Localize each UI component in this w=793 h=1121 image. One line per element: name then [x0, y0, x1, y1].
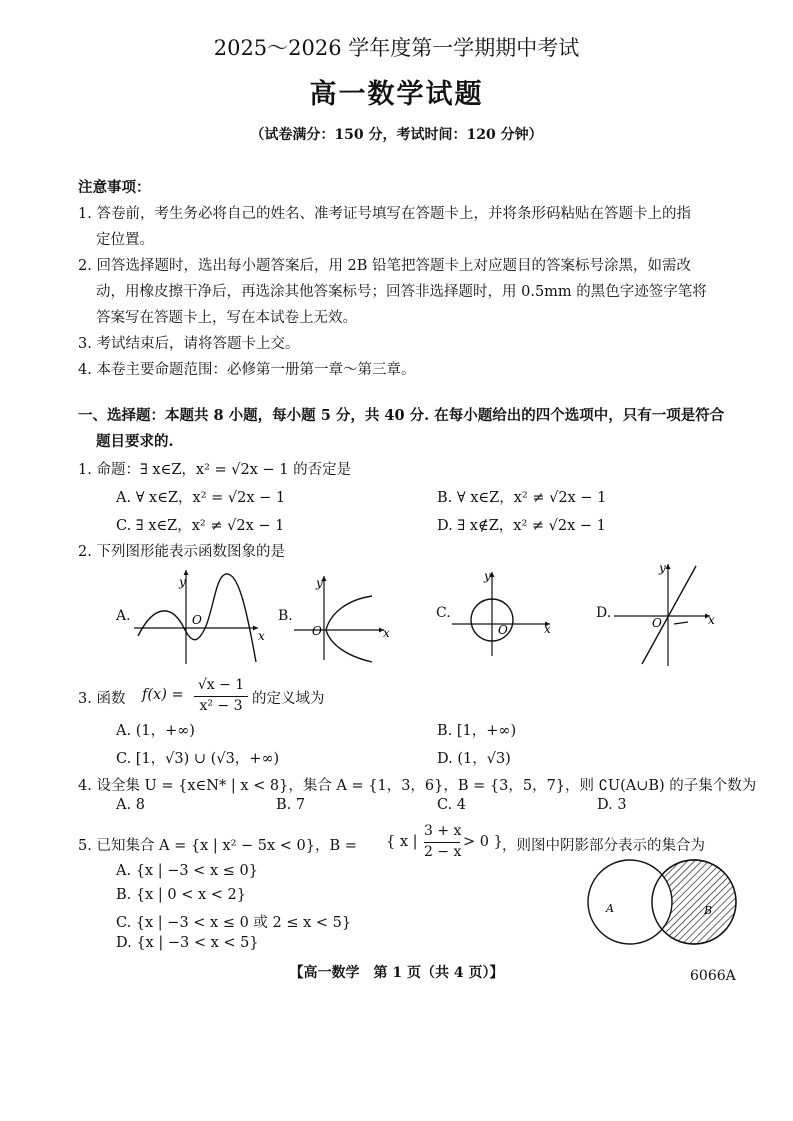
q2-label-d: D. — [596, 605, 612, 621]
q2-label-a: A. — [116, 608, 131, 624]
q4-option-c: C. 4 — [437, 797, 467, 813]
notice-line: 1. 答卷前，考生务必将自己的姓名、准考证号填写在答题卡上，并将条形码粘贴在答题卡上的指 — [78, 206, 691, 222]
notice-line: 4. 本卷主要命题范围：必修第一册第一章～第三章。 — [78, 362, 416, 378]
origin-label: O — [192, 613, 202, 627]
q1-option-d: D. ∃ x∉Z，x² ≠ √2x − 1 — [437, 518, 606, 534]
q5-fraction-bar — [424, 842, 460, 843]
section-heading-cont: 题目要求的. — [96, 433, 174, 450]
q3-denominator: x² − 3 — [199, 698, 243, 714]
q2-label-b: B. — [278, 608, 293, 624]
line-curve — [642, 566, 696, 664]
q3-stem-suffix: 的定义域为 — [252, 691, 325, 707]
q3-option-b: B. [1，+∞) — [437, 723, 517, 739]
x-label: x — [708, 613, 715, 627]
q3-option-a: A. (1，+∞) — [116, 723, 195, 739]
notice-line: 3. 考试结束后，请将答题卡上交。 — [78, 336, 300, 352]
q4-option-b: B. 7 — [276, 797, 306, 813]
q3-option-d: D. (1，√3) — [437, 751, 511, 767]
exam-meta: （试卷满分：150 分，考试时间：120 分钟） — [250, 127, 543, 143]
x-label: x — [258, 629, 265, 643]
question-1-stem: 1. 命题：∃ x∈Z，x² = √2x − 1 的否定是 — [78, 462, 352, 478]
q1-option-c: C. ∃ x∈Z，x² ≠ √2x − 1 — [116, 518, 285, 534]
origin-label: O — [312, 624, 322, 638]
q1-option-b: B. ∀ x∈Z，x² ≠ √2x − 1 — [437, 490, 607, 506]
q5-option-a: A. {x | −3 < x ≤ 0} — [116, 863, 258, 879]
venn-diagram — [584, 858, 744, 948]
section-heading: 一、选择题：本题共 8 小题，每小题 5 分，共 40 分. 在每小题给出的四个选项中，只有一项是符合 — [78, 407, 725, 424]
q3-fraction-bar — [194, 696, 248, 697]
q3-numerator: √x − 1 — [197, 677, 245, 693]
graph-b — [292, 572, 392, 664]
curve — [326, 596, 372, 662]
notice-heading: 注意事项： — [78, 179, 151, 196]
notice-line: 2. 回答选择题时，选出每小题答案后，用 2B 铅笔把答题卡上对应题目的答案标号涂黑，如需改 — [78, 258, 692, 274]
venn-label-a: A — [606, 902, 614, 915]
y-axis-arrow — [666, 564, 671, 569]
question-4-stem: 4. 设全集 U = {x∈N* | x < 8}，集合 A = {1，3，6}，B = {3，5，7}，则 ∁U(A∪B) 的子集个数为 — [78, 778, 757, 794]
q5-stem-suffix: ，则图中阴影部分表示的集合为 — [502, 838, 705, 854]
q3-stem-prefix: 3. 函数 — [78, 691, 126, 707]
notice-line: 定位置。 — [96, 232, 154, 248]
q2-label-c: C. — [436, 605, 451, 621]
x-label: x — [544, 622, 551, 636]
q5-frac-num: 3 + x — [424, 823, 462, 839]
notice-line: 答案写在答题卡上，写在本试卷上无效。 — [96, 310, 357, 326]
graph-d — [612, 560, 722, 670]
q5-frac-rest: > 0 } — [463, 834, 503, 850]
q4-option-d: D. 3 — [597, 797, 627, 813]
graph-c — [452, 568, 556, 658]
origin-label: O — [652, 616, 662, 630]
q3-option-c: C. [1，√3) ∪ (√3，+∞) — [116, 751, 280, 767]
paper-code: 6066A — [690, 968, 736, 984]
q5-option-d: D. {x | −3 < x < 5} — [116, 935, 259, 951]
q5-brace-open: { x | — [386, 834, 418, 850]
y-label: y — [316, 576, 323, 590]
q3-func-name: f(x) = — [142, 687, 184, 703]
x-label: x — [383, 626, 390, 640]
q5-option-c: C. {x | −3 < x ≤ 0 或 2 ≤ x < 5} — [116, 915, 352, 931]
page-footer: 【高一数学 第 1 页（共 4 页）】 — [289, 965, 504, 981]
subject-title: 高一数学试题 — [309, 79, 484, 110]
notice-line: 动，用橡皮擦干净后，再选涂其他答案标号；回答非选择题时，用 0.5mm 的黑色字迹签字笔将 — [96, 284, 707, 300]
y-label: y — [179, 575, 186, 589]
venn-label-b: B — [704, 904, 713, 917]
question-2-stem: 2. 下列图形能表示函数图象的是 — [78, 544, 285, 560]
y-label: y — [484, 569, 491, 583]
origin-label: O — [498, 623, 508, 637]
q5-option-b: B. {x | 0 < x < 2} — [116, 887, 246, 903]
q5-stem-prefix: 5. 已知集合 A = {x | x² − 5x < 0}，B = — [78, 838, 357, 854]
line-segment — [674, 622, 688, 624]
q4-option-a: A. 8 — [116, 797, 145, 813]
q5-frac-den: 2 − x — [424, 844, 462, 860]
graph-a — [134, 566, 266, 666]
y-label: y — [659, 561, 666, 575]
exam-title: 2025～2026 学年度第一学期期中考试 — [213, 36, 580, 60]
q1-option-a: A. ∀ x∈Z，x² = √2x − 1 — [116, 490, 286, 506]
